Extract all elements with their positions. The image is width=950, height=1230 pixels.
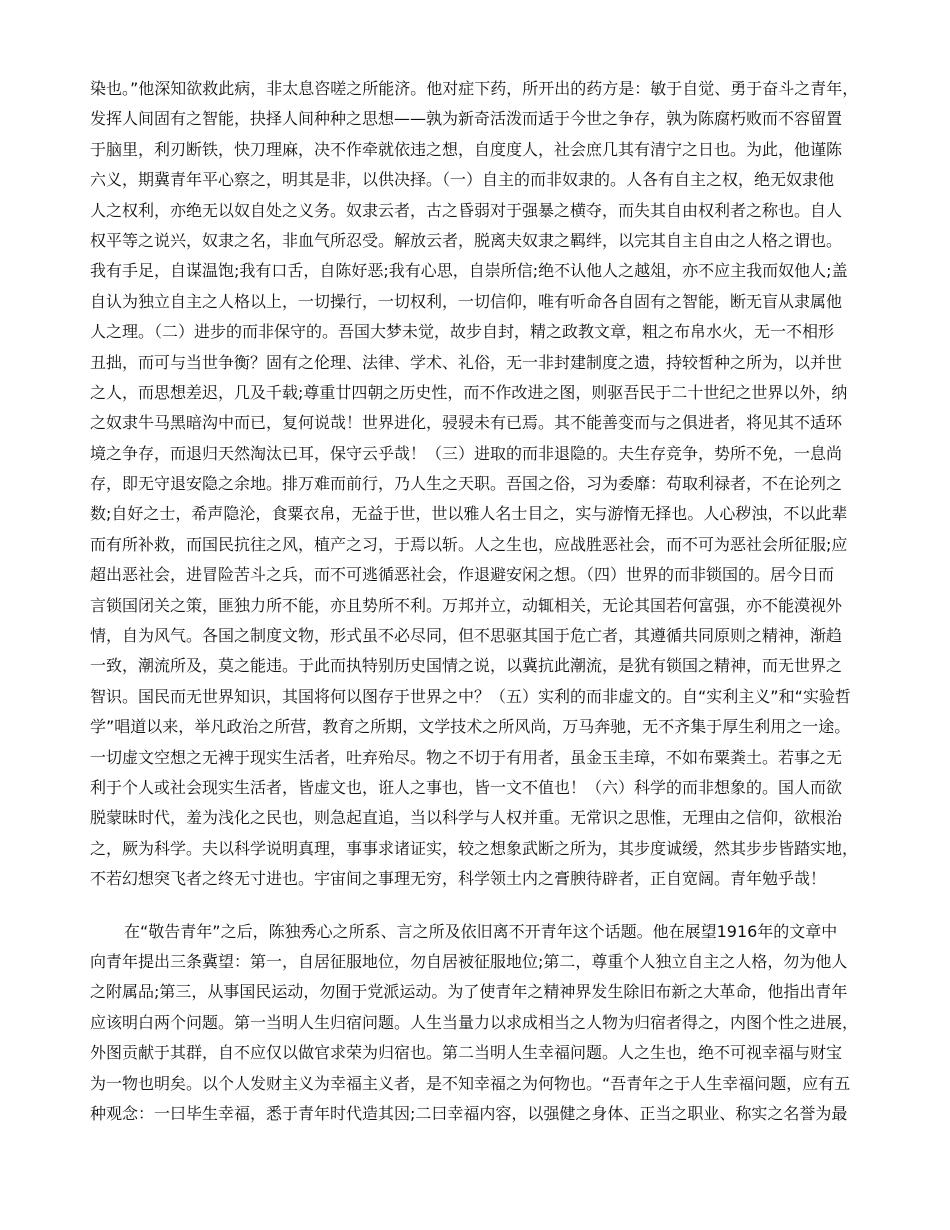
text-line: 之，厥为科学。夫以科学说明真理，事事求诸证实，较之想象武断之所为，其步度诚缓，然其步步皆踏实地， [90,838,859,858]
text-line: 一致，潮流所及，莫之能违。于此而执特别历史国情之说，以冀抗此潮流，是犹有锁国之精神，而无世界之 [90,656,843,676]
text-line: 丑拙，而可与当世争衡？固有之伦理、法律、学术、礼俗，无一非封建制度之遗，持较皙种之所为，以并世 [90,352,843,372]
paragraph [90,917,868,1130]
text-line: 存，即无守退安隐之余地。排万难而前行，乃人生之天职。吾国之俗，习为委靡：苟取利禄者，不在论列之 [90,474,843,494]
text-line: 超出恶社会，进冒险苦斗之兵，而不可逃循恶社会，作退避安闲之想。（四）世界的而非锁国的。居今日而 [90,565,835,585]
text-line: 外图贡献于其群，自不应仅以做官求荣为归宿也。第二当明人生幸福问题。人之生也，绝不可视幸福与财宝 [90,1043,843,1063]
text-line: 情，自为风气。各国之制度文物，形式虽不必尽同，但不思驱其国于危亡者，其遵循共同原则之精神，渐趋 [90,626,843,646]
text-line: 应该明白两个问题。第一当明人生归宿问题。人生当量力以求成相当之人物为归宿者得之，内图个性之进展， [90,1012,859,1032]
text-line: 发挥人间固有之智能，抉择人间种种之思想——孰为新奇活泼而适于今世之争存，孰为陈腐朽败而不容留置 [90,109,843,129]
text-line: 而有所补救，而国民抗往之风，植产之习，于焉以斩。人之生也，应战胜恶社会，而不可为恶社会所征服;应 [90,534,848,554]
text-line: 我有手足，自谋温饱;我有口舌，自陈好恶;我有心思，自崇所信;绝不认他人之越俎，亦不应主我而奴他人;盖 [90,261,848,281]
text-line: 人之理。（二）进步的而非保守的。吾国大梦未觉，故步自封，精之政教文章，粗之布帛水火，无一不相形 [90,322,835,342]
text-line: 数;自好之士，希声隐沦，食粟衣帛，无益于世，世以雅人名士目之，实与游惰无择也。人心秽浊，不以此辈 [90,504,848,524]
text-line: 向青年提出三条冀望：第一，自居征服地位，勿自居被征服地位;第二，尊重个人独立自主之人格，勿为他人 [90,951,848,971]
text-line: 在“敬告青年”之后，陈独秀心之所系、言之所及依旧离不开青年这个话题。他在展望1916年的文章中 [124,921,838,941]
text-line: 学”唱道以来，举凡政治之所营，教育之所期，文学技术之所风尚，万马奔驰，无不齐集于厚生利用之一途。 [90,717,851,737]
text-line: 于脑里，利刃断铁，快刀理麻，决不作牵就依违之想，自度度人，社会庶几其有清宁之日也。为此，他谨陈 [90,139,843,159]
text-line: 为一物也明矣。以个人发财主义为幸福主义者，是不知幸福之为何物也。“吾青年之于人生幸福问题，应有五 [90,1073,851,1093]
text-line: 种观念：一曰毕生幸福，悉于青年时代造其因;二曰幸福内容，以强健之身体、正当之职业、称实之名誉为最 [90,1103,848,1123]
text-line: 之人，而思想差迟，几及千载;尊重廿四朝之历史性，而不作改进之图，则驱吾民于二十世纪之世界以外，纳 [90,382,848,402]
paragraph [90,74,868,895]
text-line: 言锁国闭关之策，匪独力所不能，亦且势所不利。万邦并立，动辄相关，无论其国若何富强，亦不能漠视外 [90,595,843,615]
text-line: 境之争存，而退归天然淘汰已耳，保守云乎哉！（三）进取的而非退隐的。夫生存竞争，势所不免，一息尚 [90,443,843,463]
text-line: 不若幻想突飞者之终无寸进也。宇宙间之事理无穷，科学领土内之膏腴待辟者，正自宽阔。青年勉乎哉！ [90,869,827,889]
text-line: 利于个人或社会现实生活者，皆虚文也，诳人之事也，皆一文不值也！（六）科学的而非想象的。国人而欲 [90,777,843,797]
text-line: 六义，期冀青年平心察之，明其是非，以供决择。（一）自主的而非奴隶的。人各有自主之权，绝无奴隶他 [90,170,835,190]
text-line: 自认为独立自主之人格以上，一切操行，一切权利，一切信仰，唯有听命各自固有之智能，断无盲从隶属他 [90,291,843,311]
text-line: 权平等之说兴，奴隶之名，非血气所忍受。解放云者，脱离夫奴隶之羁绊，以完其自主自由之人格之谓也。 [90,230,843,250]
text-line: 人之权利，亦绝无以奴自处之义务。奴隶云者，古之昏弱对于强暴之横夺，而失其自由权利者之称也。自人 [90,200,843,220]
text-line: 一切虚文空想之无裨于现实生活者，吐弃殆尽。物之不切于有用者，虽金玉圭璋，不如布粟粪土。若事之无 [90,747,843,767]
text-line: 之附属品;第三，从事国民运动，勿囿于党派运动。为了使青年之精神界发生除旧布新之大革命，他指出青年 [90,982,848,1002]
document-page [90,74,868,1129]
text-line: 脱蒙昧时代，羞为浅化之民也，则急起直追，当以科学与人权并重。无常识之思惟，无理由之信仰，欲根治 [90,808,843,828]
text-line: 染也。”他深知欲救此病，非太息咨嗟之所能济。他对症下药，所开出的药方是：敏于自觉、勇于奋斗之青年， [90,79,859,98]
text-line: 智识。国民而无世界知识，其国将何以图存于世界之中？（五）实利的而非虚文的。自“实利主义”和“实验哲 [90,686,851,706]
text-line: 之奴隶牛马黑暗沟中而已，复何说哉！世界进化，骎骎未有已焉。其不能善变而与之俱进者，将见其不适环 [90,413,843,433]
